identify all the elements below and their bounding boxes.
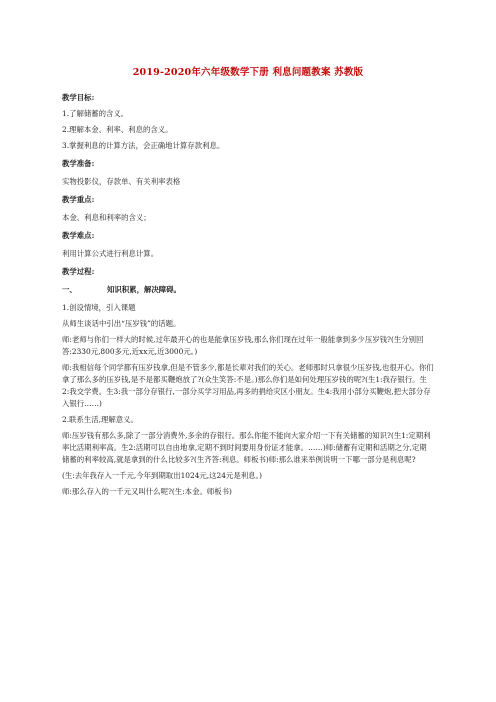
objective-3: 3.掌握利息的计算方法，会正确地计算存款利息。: [62, 141, 225, 150]
section-title: 知识积累，解决障碍。: [107, 285, 181, 294]
heading-objectives: 教学目标:: [62, 93, 95, 102]
body-paragraph: 师:我相信每个同学都有压岁钱拿,但是不管多少,都是长辈对我们的关心。老师那时只拿很少压岁钱,也很开心。你们拿了那么多的压岁钱,是不是都买鞭炮放了?(众生笑答:不是。)那么你们是如何处理压岁钱的呢?(生1:我存银行。生2:我交学费。生3:我一部分存银行,一部分买学习用品,再多的捐给灾区小朋友。生4:我用小部分买鞭炮,把大部分存入银行……): [62, 363, 434, 408]
heading-difficulties: 教学难点:: [62, 231, 95, 240]
key-points-text: 本金、利息和利率的含义；: [62, 213, 151, 222]
objective-1: 1.了解储蓄的含义。: [62, 109, 129, 118]
objective-2: 2.理解本金、利率、利息的含义。: [62, 125, 173, 134]
document-title: 2019-2020年六年级数学下册 利息问题教案 苏教版: [132, 67, 364, 78]
body-paragraph: 师:压岁钱有那么多,除了一部分消费外,多余的存银行。那么你能不能向大家介绍一下有关储蓄的知识?(生1:定期利率比活期利率高。生2:活期可以自由地拿,定期不到时间要用身份证才能拿。……)师:储蓄有定期和活期之分,定期储蓄的利率较高,就是拿到的什么比较多?(生齐答:利息。师板书)师:那么谁来举例说明一下哪一部分是利息呢?: [62, 431, 431, 464]
body-paragraph: 2.联系生活,理解意义。: [62, 415, 138, 424]
body-paragraph: 1.创设情境，引入课题: [62, 303, 136, 312]
body-paragraph: (生:去年我存入一千元,今年到期取出1024元,这24元是利息。): [62, 471, 263, 480]
body-paragraph: 师:那么存入的一千元又叫什么呢?(生:本金。师板书): [62, 487, 232, 496]
body-paragraph: 师:老师与你们一样大的时候,过年最开心的也是能拿压岁钱,那么你们现在过年一般能拿到多少压岁钱?(生分别回答:2330元,800多元,近xx元,近3000元。): [62, 335, 424, 356]
document-page: [62, 64, 434, 502]
heading-preparation: 教学准备:: [62, 159, 95, 168]
heading-process: 教学过程:: [62, 267, 95, 276]
section-number: 一、: [62, 285, 77, 294]
preparation-text: 实物投影仪，存款单、有关利率表格: [62, 177, 181, 186]
heading-key-points: 教学重点:: [62, 195, 95, 204]
section-heading: [62, 284, 434, 296]
body-paragraph: 从师生谈话中引出“压岁钱”的话题。: [62, 319, 181, 328]
difficulties-text: 利用计算公式进行利息计算。: [62, 249, 159, 258]
